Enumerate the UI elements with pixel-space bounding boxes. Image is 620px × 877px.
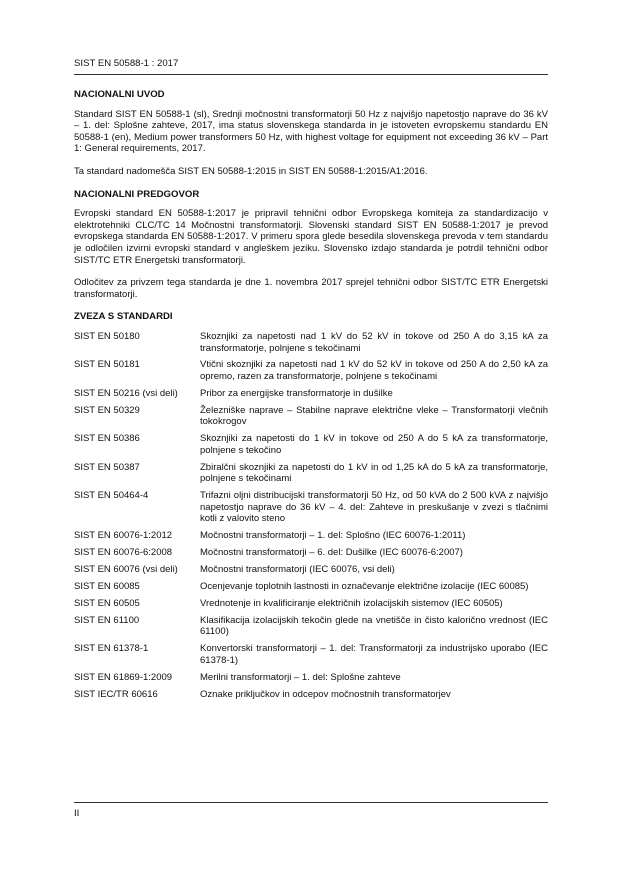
national-foreword-paragraph-2: Odločitev za privzem tega standarda je dne 1. novembra 2017 sprejel tehnični odbor SIST/TC ETR Energetski transformatorji.: [74, 277, 548, 300]
reference-row: [74, 388, 548, 400]
reference-row: [74, 598, 548, 610]
reference-code: SIST EN 50387: [74, 461, 140, 473]
standards-references-heading: ZVEZA S STANDARDI: [74, 311, 173, 323]
running-header: SIST EN 50588-1 : 2017: [74, 58, 179, 69]
reference-title: Skoznjiki za napetosti nad 1 kV do 52 kV in tokove od 250 A do 3,15 kA za transformatorje, polnjene s tekočinami: [200, 330, 548, 354]
reference-title: Močnostni transformatorji – 6. del: Dušilke (IEC 60076-6:2007): [200, 547, 463, 559]
reference-code: SIST IEC/TR 60616: [74, 688, 158, 700]
reference-code: SIST EN 61100: [74, 614, 140, 626]
national-introduction-paragraph-1: Standard SIST EN 50588-1 (sl), Srednji močnostni transformatorji 50 Hz z najvišjo napetostjo naprave do 36 kV – 1. del: Splošne zahteve, 2017, ima status slovenskega standarda in je istoveten evropskemu standardu EN 50588-1 (en), Medium power transformers 50 Hz, with highest voltage for equipment not exceeding 36 kV – Part 1: General requirements, 2017.: [74, 108, 548, 155]
reference-code: SIST EN 60076-1:2012: [74, 530, 173, 542]
footer-rule: [74, 802, 548, 803]
reference-title: Močnostni transformatorji (IEC 60076, vsi deli): [200, 564, 395, 576]
national-foreword-heading: NACIONALNI PREDGOVOR: [74, 188, 200, 200]
reference-code: SIST EN 61869-1:2009: [74, 671, 173, 683]
reference-code: SIST EN 50464-4: [74, 490, 149, 502]
reference-code: SIST EN 60076-6:2008: [74, 547, 173, 559]
reference-row: [74, 672, 548, 684]
reference-title: Merilni transformatorji – 1. del: Splošne zahteve: [200, 671, 401, 683]
reference-row: [74, 615, 548, 638]
reference-row: [74, 359, 548, 382]
reference-row: [74, 564, 548, 576]
reference-code: SIST EN 50181: [74, 359, 140, 371]
reference-code: SIST EN 60076 (vsi deli): [74, 564, 178, 576]
reference-title: Trifazni oljni distribucijski transformatorji 50 Hz, od 50 kVA do 2 500 kVA z najvišjo napetostjo naprave do 36 kV – 4. del: Zahteve in preskušanje v zvezi s tlačnimi kotli z valovito steno: [200, 490, 548, 525]
header-rule: [74, 74, 548, 75]
reference-row: [74, 530, 548, 542]
reference-code: SIST EN 60085: [74, 580, 140, 592]
reference-title: Vtični skoznjiki za napetosti nad 1 kV do 52 kV in tokove od 250 A do 2,50 kA za opremo, razen za transformatorje, polnjene s tekočinami: [200, 359, 548, 382]
reference-title: Oznake priključkov in odcepov močnostnih transformatorjev: [200, 688, 451, 700]
reference-row: [74, 462, 548, 485]
reference-title: Železniške naprave – Stabilne naprave električne vleke – Transformatorji vlečnih tokokrogov: [200, 404, 548, 428]
reference-row: [74, 547, 548, 559]
reference-title: Močnostni transformatorji – 1. del: Splošno (IEC 60076-1:2011): [200, 530, 466, 542]
standards-references-section: [74, 311, 548, 700]
national-introduction-section: [74, 89, 548, 178]
reference-code: SIST EN 50180: [74, 330, 140, 342]
reference-row: [74, 689, 548, 701]
reference-title: Skoznjiki za napetosti do 1 kV in tokove od 250 A do 5 kA za transformatorje, polnjene s tekočino: [200, 433, 548, 456]
standards-reference-list: [74, 331, 548, 700]
reference-row: [74, 405, 548, 428]
reference-code: SIST EN 61378-1: [74, 643, 149, 655]
national-introduction-paragraph-2: Ta standard nadomešča SIST EN 50588-1:2015 in SIST EN 50588-1:2015/A1:2016.: [74, 165, 428, 177]
reference-code: SIST EN 60505: [74, 597, 140, 609]
page-number: II: [74, 808, 80, 819]
reference-row: [74, 490, 548, 525]
reference-code: SIST EN 50329: [74, 404, 140, 416]
reference-code: SIST EN 50216 (vsi deli): [74, 387, 178, 399]
reference-code: SIST EN 50386: [74, 433, 140, 445]
reference-row: [74, 643, 548, 666]
reference-title: Vrednotenje in kvalificiranje električnih izolacijskih sistemov (IEC 60505): [200, 597, 503, 609]
reference-row: [74, 581, 548, 593]
reference-row: [74, 433, 548, 456]
reference-title: Konvertorski transformatorji – 1. del: Transformatorji za industrijsko uporabo (IEC 61378-1): [200, 643, 548, 666]
national-foreword-paragraph-1: Evropski standard EN 50588-1:2017 je pripravil tehnični odbor Evropskega komiteja za standardizacijo v elektrotehniki CLC/TC 14 Močnostni transformatorji. Slovenski standard SIST EN 50588-1:2017 je prevod evropskega standarda EN 50588-1:2017. V primeru spora glede besedila slovenskega prevoda v tem standardu je odločilen izvirni evropski standard v angleškem jeziku. Slovensko izdajo standarda je potrdil tehnični odbor SIST/TC ETR Energetski transformatorji.: [74, 208, 548, 266]
reference-title: Pribor za energijske transformatorje in dušilke: [200, 387, 393, 399]
reference-title: Ocenjevanje toplotnih lastnosti in označevanje električne izolacije (IEC 60085): [200, 580, 529, 592]
reference-title: Zbiralčni skoznjiki za napetosti do 1 kV in od 1,25 kA do 5 kA za transformatorje, polnjene s tekočinami: [200, 461, 548, 485]
reference-row: [74, 331, 548, 354]
national-foreword-section: [74, 189, 548, 301]
reference-title: Klasifikacija izolacijskih tekočin glede na vnetišče in čisto kalorično vrednost (IEC 61100): [200, 614, 548, 638]
national-introduction-heading: NACIONALNI UVOD: [74, 89, 165, 100]
page-content: [74, 89, 548, 706]
